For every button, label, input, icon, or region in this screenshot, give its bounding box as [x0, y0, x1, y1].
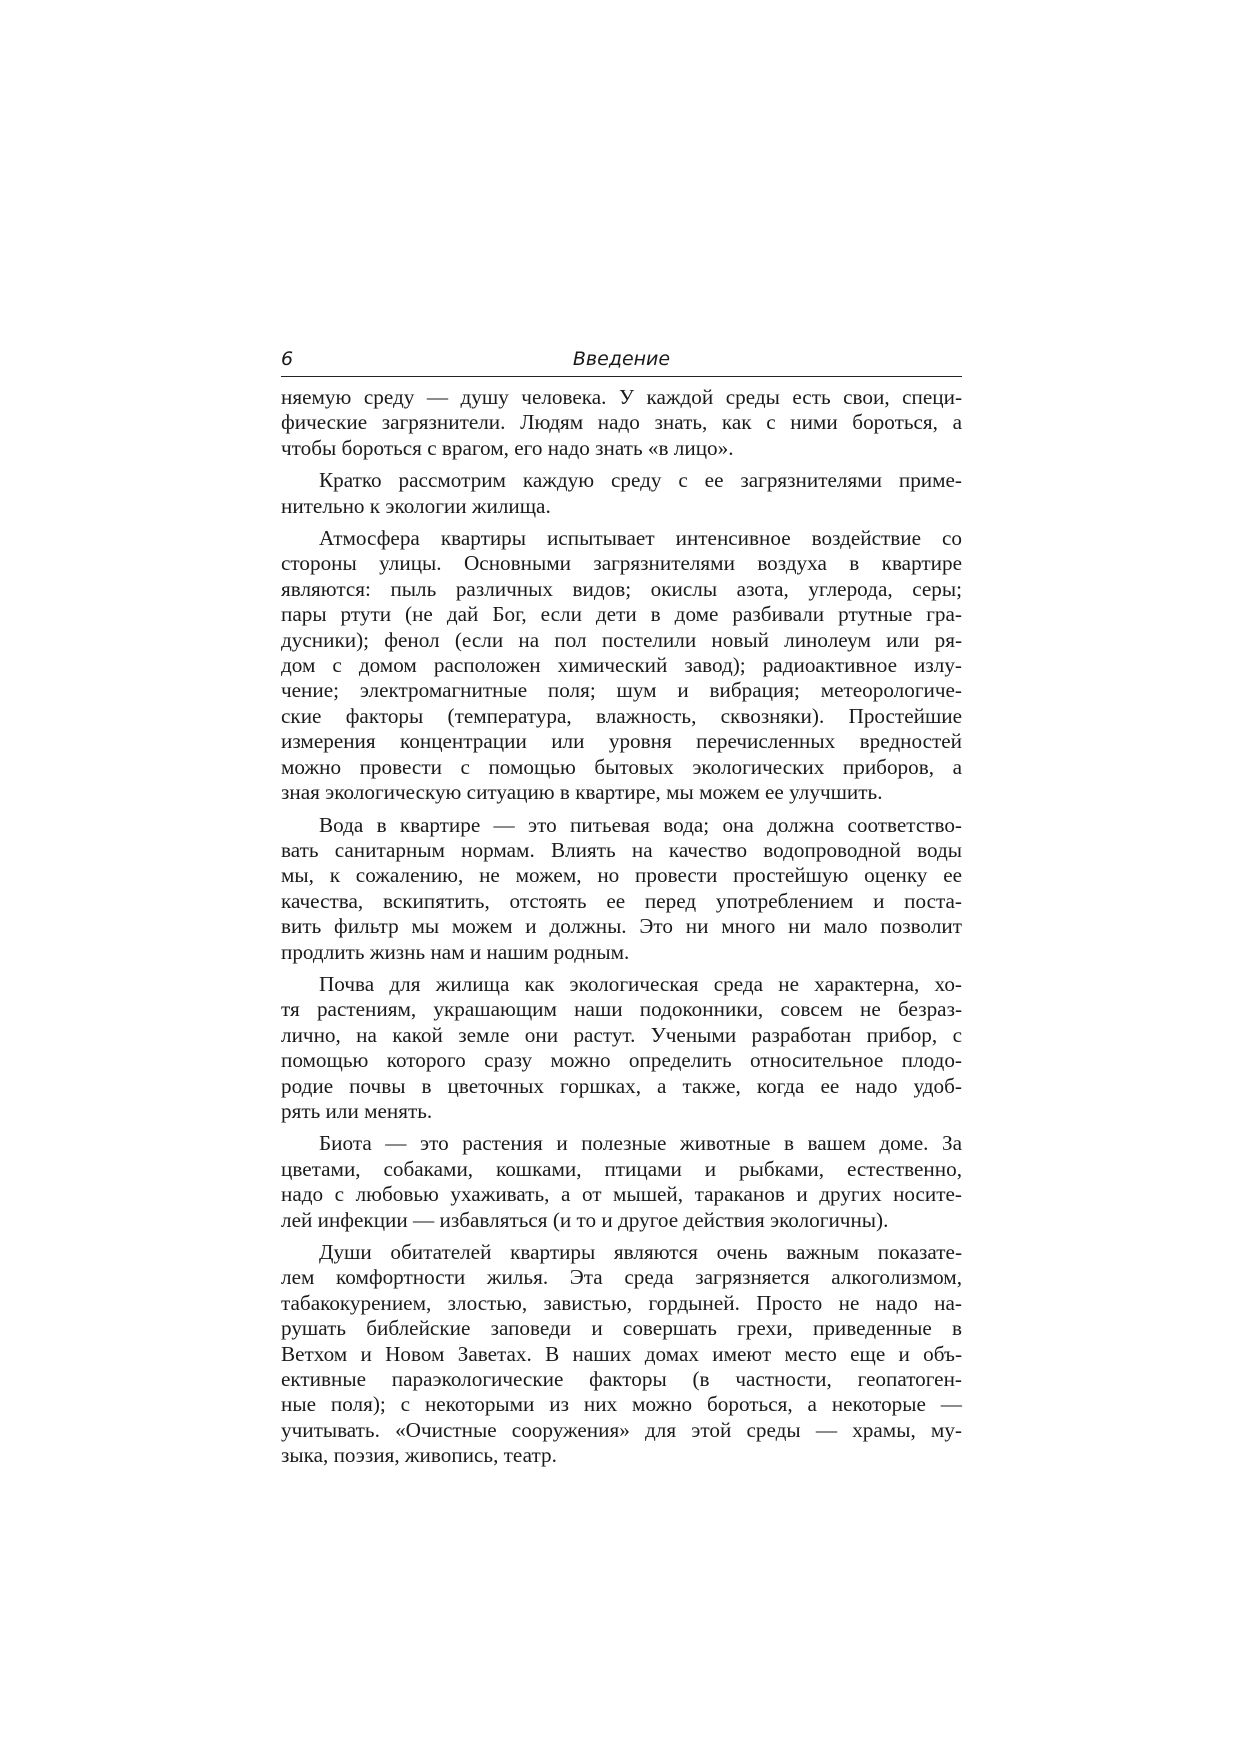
text-line: Биота — это растения и полезные животные в вашем доме. За [319, 1131, 962, 1156]
text-line: надо с любовью ухаживать, а от мышей, тараканов и других носите- [281, 1182, 962, 1207]
section-title: Введение [572, 348, 671, 370]
text-line: ективные параэкологические факторы (в частности, геопатоген- [281, 1367, 962, 1392]
text-line: зыка, поэзия, живопись, театр. [281, 1443, 557, 1468]
paragraph [281, 1240, 962, 1469]
running-head [281, 346, 962, 377]
text-line: Атмосфера квартиры испытывает интенсивное воздействие со [319, 526, 962, 551]
text-line: тя растениям, украшающим наши подоконники, совсем не безраз- [281, 997, 962, 1022]
text-line: Ветхом и Новом Заветах. В наших домах имеют место еще и объ- [281, 1341, 962, 1366]
text-line: фические загрязнители. Людям надо знать, как с ними бороться, а [281, 410, 962, 435]
text-line: вать санитарным нормам. Влиять на качество водопроводной воды [281, 837, 962, 862]
book-page [281, 346, 962, 1476]
text-line: няемую среду — душу человека. У каждой среды есть свои, специ- [281, 385, 962, 409]
text-line: ские факторы (температура, влажность, сквозняки). Простейшие [281, 703, 962, 728]
text-line: рять или менять. [281, 1098, 433, 1123]
text-line: чение; электромагнитные поля; шум и вибрация; метеорологиче- [281, 678, 962, 703]
page-number: 6 [281, 348, 294, 370]
text-line: рушать библейские заповеди и совершать грехи, приведенные в [281, 1316, 962, 1341]
text-line: Почва для жилища как экологическая среда не характерна, хо- [319, 971, 962, 996]
text-line: дом с домом расположен химический завод); радиоактивное излу- [281, 653, 962, 678]
text-line: ные поля); с некоторыми из них можно бороться, а некоторые — [281, 1392, 962, 1417]
text-line: являются: пыль различных видов; окислы азота, углерода, серы; [281, 576, 962, 601]
text-line: зная экологическую ситуацию в квартире, мы можем ее улучшить. [281, 780, 883, 805]
text-line: цветами, собаками, кошками, птицами и рыбками, естественно, [281, 1156, 962, 1181]
paragraph [281, 1131, 962, 1233]
text-line: Души обитателей квартиры являются очень важным показате- [319, 1240, 962, 1264]
body-text [281, 385, 962, 1469]
paragraph [281, 526, 962, 805]
paragraph [281, 468, 962, 519]
text-line: лем комфортности жилья. Эта среда загрязняется алкоголизмом, [281, 1265, 962, 1290]
text-line: нительно к экологии жилища. [281, 493, 551, 518]
text-line: дусники); фенол (если на пол постелили новый линолеум или ря- [281, 627, 962, 652]
text-line: вить фильтр мы можем и должны. Это ни много ни мало позволит [281, 914, 962, 939]
text-line: чтобы бороться с врагом, его надо знать «в лицо». [281, 435, 734, 460]
paragraph [281, 972, 962, 1124]
text-line: помощью которого сразу можно определить относительное плодо- [281, 1048, 962, 1073]
text-line: лично, на какой земле они растут. Учеными разработан прибор, с [281, 1022, 962, 1047]
text-line: мы, к сожалению, не можем, но провести простейшую оценку ее [281, 863, 962, 888]
text-line: Кратко рассмотрим каждую среду с ее загрязнителями приме- [319, 468, 962, 493]
text-line: качества, вскипятить, отстоять ее перед употреблением и поста- [281, 888, 962, 913]
text-line: лей инфекции — избавляться (и то и другое действия экологичны). [281, 1207, 889, 1232]
text-line: родие почвы в цветочных горшках, а также, когда ее надо удоб- [281, 1073, 962, 1098]
text-line: пары ртути (не дай Бог, если дети в доме разбивали ртутные гра- [281, 602, 962, 627]
paragraph [281, 813, 962, 965]
paragraph [281, 385, 962, 461]
text-line: измерения концентрации или уровня перечисленных вредностей [281, 729, 962, 754]
text-line: Вода в квартире — это питьевая вода; она должна соответство- [319, 812, 962, 837]
text-line: можно провести с помощью бытовых экологических приборов, а [281, 754, 962, 779]
text-line: стороны улицы. Основными загрязнителями воздуха в квартире [281, 551, 962, 576]
text-line: учитывать. «Очистные сооружения» для этой среды — храмы, му- [281, 1417, 962, 1442]
text-line: продлить жизнь нам и нашим родным. [281, 939, 630, 964]
text-line: табакокурением, злостью, завистью, гордыней. Просто не надо на- [281, 1290, 962, 1315]
